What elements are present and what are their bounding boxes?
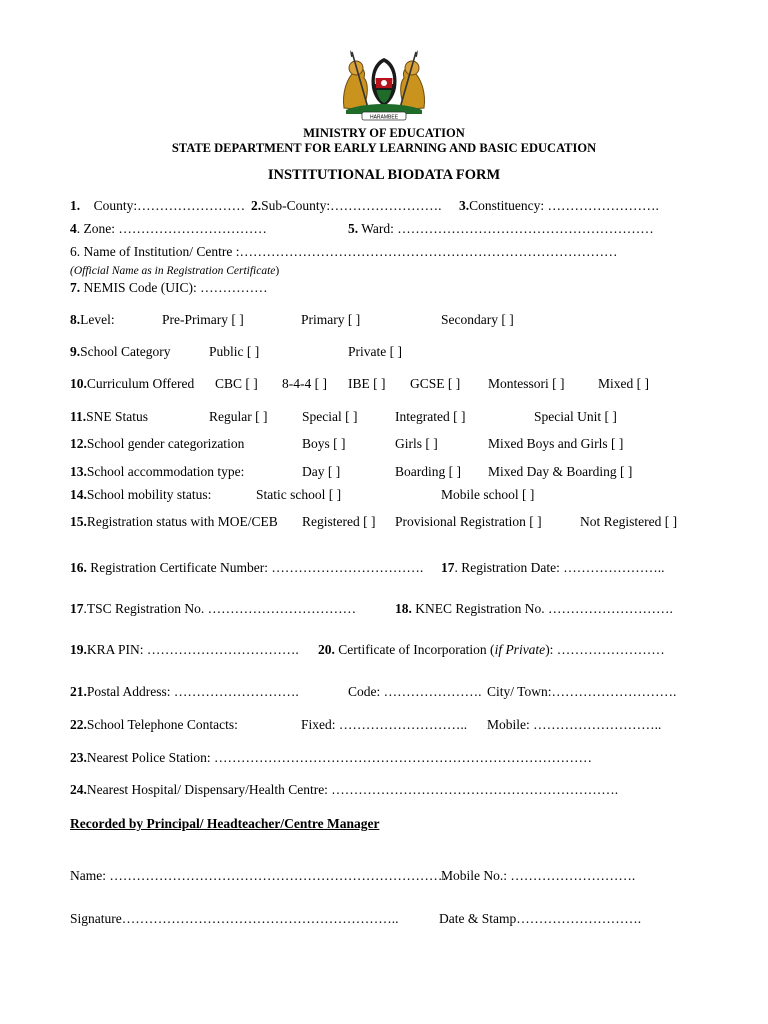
accommodation-day-checkbox[interactable]: Day [ ] bbox=[302, 464, 341, 479]
level-label: 8.Level: bbox=[70, 312, 115, 327]
registration-certificate-field[interactable]: 16. Registration Certificate Number: ……………………………. bbox=[70, 560, 424, 575]
mobile-no-field[interactable]: Mobile No.: ………………………. bbox=[441, 868, 636, 883]
category-private-checkbox[interactable]: Private [ ] bbox=[348, 344, 402, 359]
gender-boys-checkbox[interactable]: Boys [ ] bbox=[302, 436, 346, 451]
registration-registered-checkbox[interactable]: Registered [ ] bbox=[302, 514, 376, 529]
police-station-field[interactable]: 23.Nearest Police Station: ………………………………………………………………………… bbox=[70, 750, 592, 765]
telephone-mobile-field[interactable]: Mobile: ……………………….. bbox=[487, 717, 662, 732]
signature-field[interactable]: Signature…………………………………………………….. bbox=[70, 911, 399, 926]
hospital-field[interactable]: 24.Nearest Hospital/ Dispensary/Health Centre: ………………………………………………………. bbox=[70, 782, 619, 797]
county-field[interactable]: 1. County:…………………… bbox=[70, 198, 246, 213]
level-secondary-checkbox[interactable]: Secondary [ ] bbox=[441, 312, 514, 327]
institution-name-note: (Official Name as in Registration Certificate) bbox=[70, 265, 280, 277]
gender-mixed-checkbox[interactable]: Mixed Boys and Girls [ ] bbox=[488, 436, 624, 451]
school-category-label: 9.School Category bbox=[70, 344, 171, 359]
knec-registration-field[interactable]: 18. KNEC Registration No. ………………………. bbox=[395, 601, 673, 616]
sne-integrated-checkbox[interactable]: Integrated [ ] bbox=[395, 409, 466, 424]
gender-category-label: 12.School gender categorization bbox=[70, 436, 245, 451]
accommodation-type-label: 13.School accommodation type: bbox=[70, 464, 245, 479]
postal-code-field[interactable]: Code: …………………. bbox=[348, 684, 482, 699]
curriculum-cbc-checkbox[interactable]: CBC [ ] bbox=[215, 376, 258, 391]
constituency-field[interactable]: 3.Constituency: ……………………. bbox=[459, 198, 659, 213]
ministry-heading: MINISTRY OF EDUCATION bbox=[303, 126, 465, 140]
curriculum-844-checkbox[interactable]: 8-4-4 [ ] bbox=[282, 376, 327, 391]
sub-county-field[interactable]: 2.Sub-County:……………………. bbox=[251, 198, 442, 213]
mobility-static-checkbox[interactable]: Static school [ ] bbox=[256, 487, 342, 502]
ward-field[interactable]: 5. Ward: ………………………………………………… bbox=[348, 221, 654, 236]
city-town-field[interactable]: City/ Town:………………………. bbox=[487, 684, 677, 699]
recorded-by-heading: Recorded by Principal/ Headteacher/Centre Manager bbox=[70, 816, 380, 831]
category-public-checkbox[interactable]: Public [ ] bbox=[209, 344, 260, 359]
level-pre-primary-checkbox[interactable]: Pre-Primary [ ] bbox=[162, 312, 244, 327]
curriculum-gcse-checkbox[interactable]: GCSE [ ] bbox=[410, 376, 461, 391]
curriculum-mixed-checkbox[interactable]: Mixed [ ] bbox=[598, 376, 649, 391]
level-primary-checkbox[interactable]: Primary [ ] bbox=[301, 312, 361, 327]
nemis-code-field[interactable]: 7. NEMIS Code (UIC): …………… bbox=[70, 280, 268, 295]
crest-motto: HARAMBEE bbox=[369, 114, 399, 121]
accommodation-boarding-checkbox[interactable]: Boarding [ ] bbox=[395, 464, 461, 479]
form-title: INSTITUTIONAL BIODATA FORM bbox=[267, 167, 501, 183]
zone-field[interactable]: 4. Zone: …………………………… bbox=[70, 221, 267, 236]
registration-not-registered-checkbox[interactable]: Not Registered [ ] bbox=[580, 514, 678, 529]
curriculum-ibe-checkbox[interactable]: IBE [ ] bbox=[348, 376, 386, 391]
registration-provisional-checkbox[interactable]: Provisional Registration [ ] bbox=[395, 514, 542, 529]
registration-date-field[interactable]: 17. Registration Date: ………………….. bbox=[441, 560, 665, 575]
department-heading: STATE DEPARTMENT FOR EARLY LEARNING AND BASIC EDUCATION bbox=[171, 141, 597, 155]
institution-name-field[interactable]: 6. Name of Institution/ Centre :………………………………………………………………………… bbox=[70, 244, 618, 259]
sne-special-unit-checkbox[interactable]: Special Unit [ ] bbox=[534, 409, 617, 424]
postal-address-field[interactable]: 21.Postal Address: ………………………. bbox=[70, 684, 299, 699]
sne-status-label: 11.SNE Status bbox=[70, 409, 149, 424]
accommodation-mixed-checkbox[interactable]: Mixed Day & Boarding [ ] bbox=[488, 464, 633, 479]
curriculum-montessori-checkbox[interactable]: Montessori [ ] bbox=[488, 376, 565, 391]
incorporation-certificate-field[interactable]: 20. Certificate of Incorporation (if Private): …………………… bbox=[318, 642, 665, 657]
telephone-contacts-label: 22.School Telephone Contacts: bbox=[70, 717, 238, 732]
coat-of-arms-icon bbox=[338, 48, 430, 122]
curriculum-label: 10.Curriculum Offered bbox=[70, 376, 195, 391]
sne-regular-checkbox[interactable]: Regular [ ] bbox=[209, 409, 268, 424]
mobility-mobile-checkbox[interactable]: Mobile school [ ] bbox=[441, 487, 535, 502]
sne-special-checkbox[interactable]: Special [ ] bbox=[302, 409, 358, 424]
name-field[interactable]: Name: ………………………………………………………………… bbox=[70, 868, 447, 883]
kra-pin-field[interactable]: 19.KRA PIN: ……………………………. bbox=[70, 642, 299, 657]
mobility-status-label: 14.School mobility status: bbox=[70, 487, 212, 502]
registration-status-label: 15.Registration status with MOE/CEB bbox=[70, 514, 278, 529]
telephone-fixed-field[interactable]: Fixed: ……………………….. bbox=[301, 717, 468, 732]
gender-girls-checkbox[interactable]: Girls [ ] bbox=[395, 436, 438, 451]
tsc-registration-field[interactable]: 17.TSC Registration No. …………………………… bbox=[70, 601, 357, 616]
date-stamp-field[interactable]: Date & Stamp………………………. bbox=[439, 911, 642, 926]
